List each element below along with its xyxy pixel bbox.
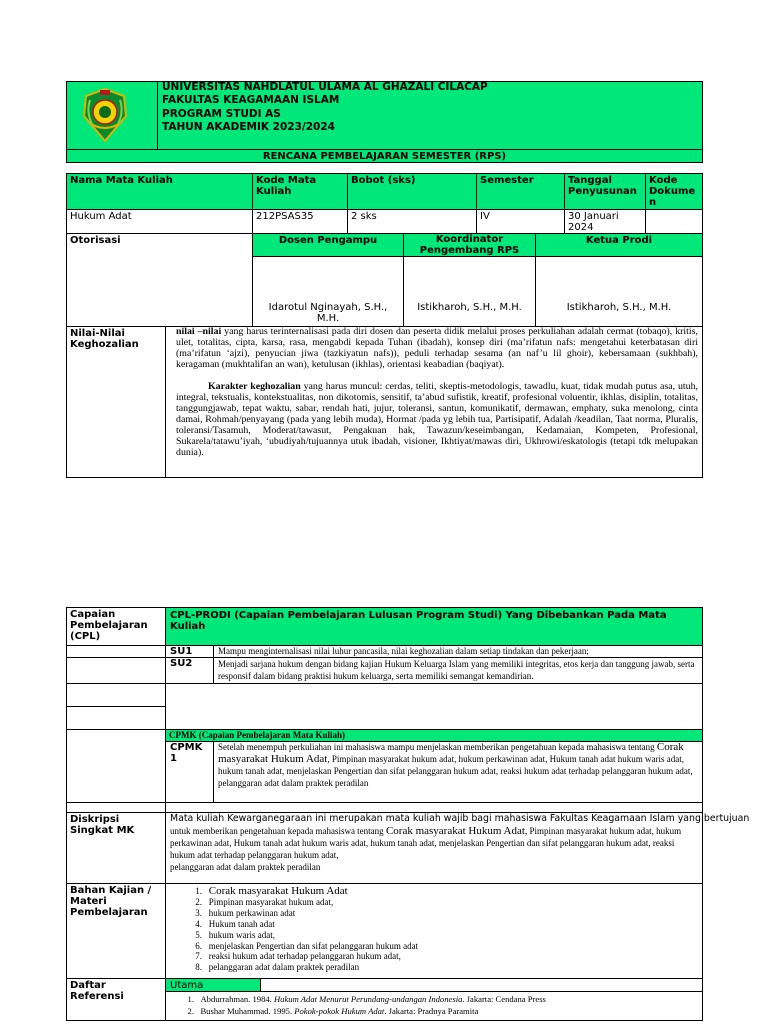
cpmk-text-a: Setelah menempuh perkuliahan ini mahasiswa mampu menjelaskan memberikan pengetahuan kepada mahasiswa tentang <box>218 742 657 752</box>
utama-label: Utama <box>170 980 204 991</box>
cpl-header: CPL-PRODI (Capaian Pembelajaran Lulusan Program Studi) Yang Dibebankan Pada Mata Kuliah <box>170 610 667 632</box>
col-divider <box>645 173 646 234</box>
academic-year: TAHUN AKADEMIK 2023/2024 <box>162 121 335 133</box>
nilai-paragraph-1 <box>176 326 698 370</box>
bahan-item: 7. reaksi hukum adat terhadap pelanggaran hukum adat, <box>195 951 401 962</box>
cpmk-code: CPMK 1 <box>170 742 203 764</box>
cpmk-text-big: Corak masyarakat Hukum Adat <box>218 741 684 765</box>
header-divider <box>66 149 703 150</box>
bahan-item: 6. menjelaskan Pengertian dan sifat pelanggaran hukum adat <box>195 940 419 951</box>
header-kode-dokumen: Kode Dokume n <box>649 175 696 208</box>
rps-title: RENCANA PEMBELAJARAN SEMESTER (RPS) <box>262 151 507 162</box>
ref-title: Hukum Adat Menurut Perundang-undangan Indonesia <box>273 994 463 1004</box>
university-logo <box>80 86 130 144</box>
row-divider <box>166 991 703 992</box>
university-name: UNIVERSITAS NAHDLATUL ULAMA AL GHAZALI CILACAP <box>162 81 488 93</box>
row-divider <box>66 209 703 210</box>
su1-code: SU1 <box>170 646 193 657</box>
bahan-item: 8. pelanggaran adat dalam praktek peradilan <box>195 962 360 973</box>
header-bobot: Bobot (sks) <box>351 175 416 186</box>
bahan-item-text: pelanggaran adat dalam praktek peradilan <box>208 962 360 973</box>
row-divider <box>66 706 166 707</box>
nilai-label: Nilai-Nilai Keghozalian <box>70 328 139 350</box>
row-divider <box>66 883 703 884</box>
col-divider <box>213 741 214 802</box>
deskripsi-text-a: untuk memberikan pengetahuan kepada mahasiswa tentang <box>170 826 386 836</box>
bahan-item-text: hukum perkawinan adat <box>208 907 296 918</box>
header-kode-mk: Kode Mata Kuliah <box>256 175 317 197</box>
bahan-item-text: menjelaskan Pengertian dan sifat pelanggaran hukum adat <box>208 940 419 951</box>
dosen-header: Dosen Pengampu <box>278 235 378 246</box>
bahan-item-text: Hukum tanah adat <box>208 918 275 929</box>
deskripsi-text-b: , Pimpinan masyarakat hukum adat, hukum perkawinan adat, Hukum tanah adat hukum waris adat, hukum tanah adat, menjelaskan Pengertian dan sifat pelanggaran hukum adat, reaksi hukum adat terhadap pelanggaran hukum adat, <box>170 826 682 860</box>
value-nama-mk: Hukum Adat <box>70 211 132 222</box>
bahan-item: 4. Hukum tanah adat <box>195 918 275 929</box>
row-divider <box>252 256 703 257</box>
value-semester: IV <box>480 211 490 222</box>
bahan-item-text: Pimpinan masyarakat hukum adat, <box>208 896 334 907</box>
col-divider <box>347 173 348 234</box>
kaprodi-name: Istikharoh, S.H., M.H. <box>566 302 672 313</box>
bahan-item: 1. Corak masyarakat Hukum Adat <box>195 885 348 897</box>
nilai-paragraph-2 <box>176 381 698 458</box>
deskripsi-lead: Mata kuliah Kewarganegaraan ini merupakan mata kuliah wajib bagi mahasiswa Fakultas Keagamaan Islam yang bertujuan <box>170 813 750 824</box>
nilai-text: yang harus terinternalisasi pada diri dosen dan peserta didik melalui proses perkuliahan adalah cermat (tobaqo), kritis, ulet, totalitas, cipta, karsa, rasa, mengabdi kepada Tuhan (ibadah), konsep diri (ma’rifatun nafs: mengetahui keterbatasan diri (ma’rifatun ‘ajzi), penyucian jiwa (tazkiyatun nafs)), peduli terhadap sesama (an naf’u lil ghoir), kebersamaan (sukhbah), keragaman (mukhtalifan an wan), ketulusan (ikhlas), orientasi keabadian (baqiyat). <box>176 326 698 370</box>
cpmk-text <box>218 741 700 789</box>
karakter-text: yang harus muncul: cerdas, teliti, skeptis-metodologis, tawadlu, kuat, tidak mudah putus asa, utuh, integral, tekstualis, kontekstualitas, non dikotomis, sensitif, ta’abud sufistik, kreatif, profesional voluentir, ikhlas, disiplin, totalitas, tanggungjawab, tepat waktu, sabar, rendah hati, jujur, toleransi, santun, komunikatif, dermawan, emphaty, suka menolong, cinta damai, Rohmah/penyayang (pada yang lebih muda), Hormat /pada yg lebih tua, Partisipatif, Adalah /keadilan, Taat norma, Pluralis, toleransi/Tasamuh, Moderat/tawasut, Pengakuan hak, Tawazun/keseimbangan, Kedamaian, Kompeten, Profesional, Sukarela/tatawu’iyah, ‘ubudiyah/tujuannya utuk ibadah, visioner, Ikhtiyat/mawas diri, Ukhrowi/eskatologis (tetapi tdk melupakan dunia). <box>176 381 698 458</box>
nilai-lead: nilai –nilai <box>176 326 222 337</box>
row-divider <box>66 802 703 803</box>
koordinator-name: Istikharoh, S.H., M.H. <box>417 302 522 313</box>
value-tanggal: 30 Januari 2024 <box>568 211 619 233</box>
cpmk-text-b: , Pimpinan masyarakat hukum adat, hukum perkawinan adat, Hukum tanah adat hukum waris adat, hukum tanah adat, menjelaskan Pengertian dan sifat pelanggaran hukum adat, reaksi hukum adat terhadap pelanggaran hukum adat, pelanggaran adat dalam praktek peradilan <box>218 754 693 788</box>
ref-publisher: . Jakarta: Pradnya Paramita <box>384 1006 479 1016</box>
referensi-item: 2. Bushar Muhammad. 1995. Pokok-pokok Hukum Adat. Jakarta: Pradnya Paramita <box>187 1006 479 1016</box>
bahan-item-text: hukum waris adat, <box>208 929 275 940</box>
col-divider <box>260 979 261 991</box>
su2-text: Menjadi sarjana hukum dengan bidang kajian Hukum Keluarga Islam yang memiliki integritas, etos kerja dan tanggung jawab, serta responsif dalam bidang praktisi hukum keluarga, serta memiliki semangat kemandirian. <box>218 659 695 681</box>
bahan-item-text: Corak masyarakat Hukum Adat <box>208 885 348 897</box>
otorisasi-label: Otorisasi <box>70 235 121 246</box>
referensi-list <box>170 993 700 1017</box>
col-divider <box>165 326 166 478</box>
su1-text: Mampu menginternalisasi nilai luhur pancasila, nilai keghozalian dalam setiap tindakan dan pekerjaan; <box>218 646 589 656</box>
col-divider <box>535 234 536 327</box>
deskripsi-text-c: pelanggaran adat dalam praktek peradilan <box>170 862 321 872</box>
bahan-item: 5. hukum waris adat, <box>195 929 275 940</box>
kaprodi-header: Ketua Prodi <box>585 235 653 246</box>
col-divider <box>165 607 166 1021</box>
faculty-name: FAKULTAS KEAGAMAAN ISLAM <box>162 94 340 106</box>
col-divider <box>213 645 214 684</box>
header-nama-mk: Nama Mata Kuliah <box>70 175 173 186</box>
ref-author: Bushar Muhammad. 1995. <box>200 1006 295 1016</box>
cpmk-header: CPMK (Capaian Pembelajaran Mata Kuliah) <box>169 730 345 740</box>
deskripsi-text-big: Corak masyarakat Hukum Adat <box>385 825 525 837</box>
bahan-item: 2. Pimpinan masyarakat hukum adat, <box>195 896 334 907</box>
col-divider <box>564 173 565 234</box>
logo-emblem <box>84 89 126 141</box>
bahan-label: Bahan Kajian / Materi Pembelajaran <box>70 885 152 918</box>
ref-publisher: . Jakarta: Cendana Press <box>462 994 546 1004</box>
dosen-name: Idarotul Nginayah, S.H., M.H. <box>268 302 388 324</box>
deskripsi-label: Diskripsi Singkat MK <box>70 814 135 836</box>
bahan-list <box>170 886 700 973</box>
row-divider <box>66 978 703 979</box>
bahan-item-text: reaksi hukum adat terhadap pelanggaran hukum adat, <box>208 951 401 962</box>
header-semester: Semester <box>480 175 534 186</box>
cpl-label: Capaian Pembelajaran (CPL) <box>70 609 148 642</box>
deskripsi-text <box>170 825 700 873</box>
referensi-label: Daftar Referensi <box>70 980 124 1002</box>
value-bobot: 2 sks <box>351 211 377 222</box>
referensi-item: 1. Abdurrahman. 1984. Hukum Adat Menurut Perundang-undangan Indonesia. Jakarta: Cendana Press <box>187 994 546 1004</box>
bahan-item: 3. hukum perkawinan adat <box>195 907 296 918</box>
col-divider <box>476 173 477 234</box>
logo-cell-divider <box>157 81 158 149</box>
value-kode-mk: 212PSAS35 <box>256 211 314 222</box>
ref-title: Pokok-pokok Hukum Adat <box>294 1006 385 1016</box>
koordinator-header: Koordinator Pengembang RPS <box>419 234 520 256</box>
row-divider <box>66 683 703 684</box>
ref-author: Abdurrahman. 1984. <box>200 994 274 1004</box>
program-name: PROGRAM STUDI AS <box>162 108 281 120</box>
header-tanggal: Tanggal Penyusunan <box>568 175 637 197</box>
su2-code: SU2 <box>170 658 193 669</box>
karakter-lead: Karakter keghozalian <box>208 381 301 392</box>
